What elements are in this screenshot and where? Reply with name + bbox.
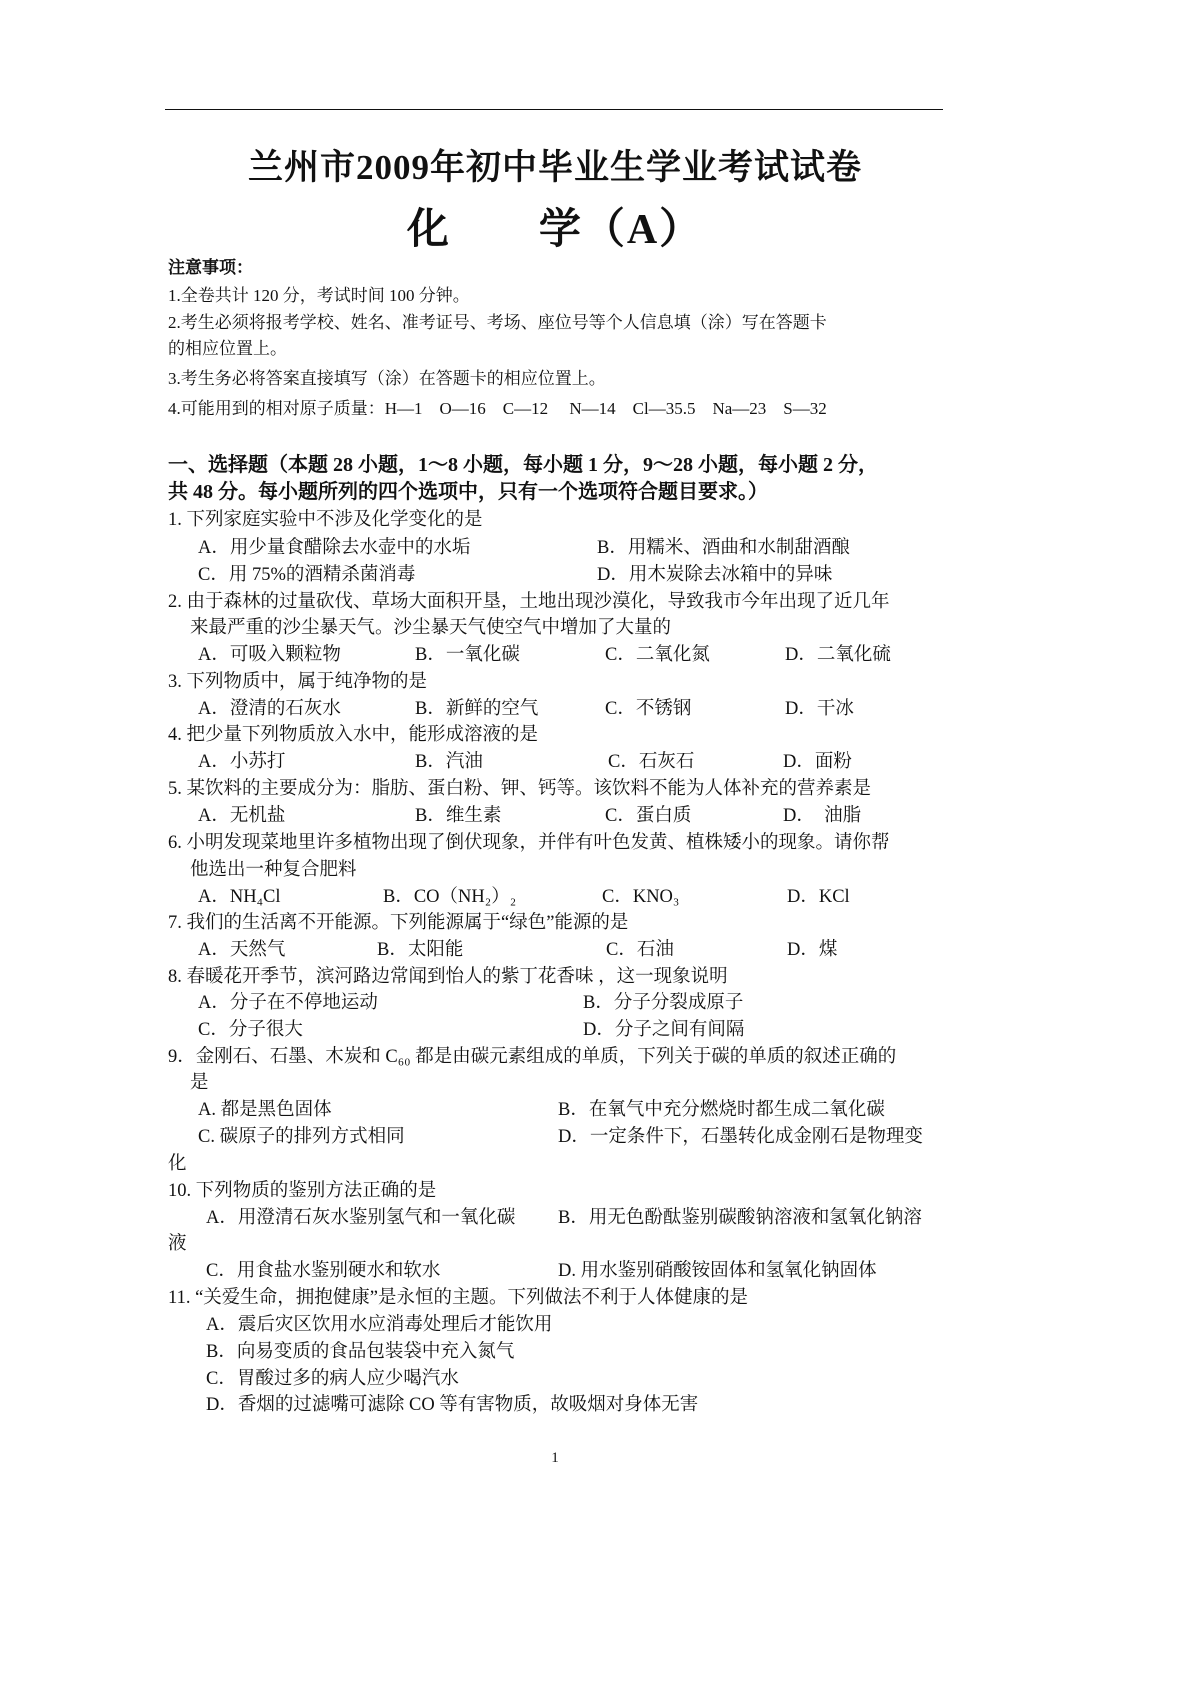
answer-option: C．用 75%的酒精杀菌消毒 [198,565,416,585]
question-stem: 7. 我们的生活离不开能源。下列能源属于“绿色”能源的是 [168,913,629,933]
answer-option: A．用少量食醋除去水壶中的水垢 [198,538,471,558]
question-stem: 8. 春暖花开季节，滨河路边常闻到怡人的紫丁花香味 ，这一现象说明 [168,967,728,987]
answer-option: C．用食盐水鉴别硬水和软水 [206,1261,441,1281]
answer-option: C．胃酸过多的病人应少喝汽水 [206,1369,459,1389]
section-heading: 共 48 分。每小题所列的四个选项中，只有一个选项符合题目要求。） [168,481,768,503]
answer-option: C．石油 [606,940,674,960]
answer-option: D．煤 [787,940,838,960]
answer-option: A. 都是黑色固体 [198,1100,332,1120]
answer-option: B．用糯米、酒曲和水制甜酒酿 [597,538,850,558]
answer-option: B．汽油 [415,752,483,772]
exam-subject: 化 学（A） [406,207,704,253]
answer-option: B．新鲜的空气 [415,699,539,719]
answer-option: A．分子在不停地运动 [198,993,378,1013]
answer-option: D．用木炭除去冰箱中的异味 [597,565,833,585]
answer-option: 化 [168,1154,187,1174]
answer-option: A．NH₄Cl [198,887,281,907]
question-stem: 2. 由于森林的过量砍伐、草场大面积开垦，土地出现沙漠化，导致我市今年出现了近几年 [168,592,890,612]
answer-option: D．分子之间有间隔 [583,1020,745,1040]
question-stem: 6. 小明发现菜地里许多植物出现了倒伏现象，并伴有叶色发黄、植株矮小的现象。请你帮 [168,833,890,853]
answer-option: D. 用水鉴别硝酸铵固体和氢氧化钠固体 [558,1261,877,1281]
question-stem: 4. 把少量下列物质放入水中，能形成溶液的是 [168,725,539,745]
question-stem: 是 [190,1073,209,1093]
answer-option: B．向易变质的食品包装袋中充入氮气 [206,1342,515,1362]
question-stem: 10. 下列物质的鉴别方法正确的是 [168,1181,437,1201]
answer-option: C．不锈钢 [605,699,692,719]
answer-option: C．分子很大 [198,1020,303,1040]
notes-line: 4.可能用到的相对原子质量：H—1 O—16 C—12 N—14 Cl—35.5 Na—23 S—32 [168,399,827,418]
answer-option: C．石灰石 [608,752,695,772]
header-rule [165,109,943,110]
answer-option: A．小苏打 [198,752,286,772]
answer-option: B．维生素 [415,806,502,826]
question-stem: 他选出一种复合肥料 [190,860,357,880]
notes-heading: 注意事项： [168,258,253,277]
question-stem: 11. “关爱生命，拥抱健康”是永恒的主题。下列做法不利于人体健康的是 [168,1288,748,1308]
page-number: 1 [551,1450,559,1466]
answer-option: D．干冰 [785,699,854,719]
answer-option: C．蛋白质 [605,806,692,826]
answer-option: B．用无色酚酞鉴别碳酸钠溶液和氢氧化钠溶 [558,1208,922,1228]
question-stem: 1. 下列家庭实验中不涉及化学变化的是 [168,510,483,530]
answer-option: A．天然气 [198,940,286,960]
answer-option: D．面粉 [783,752,852,772]
answer-option: A．无机盐 [198,806,286,826]
answer-option: C. 碳原子的排列方式相同 [198,1127,405,1147]
question-stem: 9．金刚石、石墨、木炭和 C₆₀ 都是由碳元素组成的单质，下列关于碳的单质的叙述正确的 [168,1047,897,1067]
answer-option: A．用澄清石灰水鉴别氢气和一氧化碳 [206,1208,516,1228]
question-stem: 来最严重的沙尘暴天气。沙尘暴天气使空气中增加了大量的 [190,618,672,638]
answer-option: D．一定条件下，石墨转化成金刚石是物理变 [558,1127,923,1147]
answer-option: C．二氧化氮 [605,645,710,665]
section-heading: 一、选择题（本题 28 小题，1～8 小题，每小题 1 分，9～28 小题，每小题 2 分， [168,454,878,476]
answer-option: B．一氧化碳 [415,645,520,665]
notes-line: 3.考生务必将答案直接填写（涂）在答题卡的相应位置上。 [168,369,606,388]
answer-option: A．可吸入颗粒物 [198,645,341,665]
answer-option: B．在氧气中充分燃烧时都生成二氧化碳 [558,1100,885,1120]
question-stem: 3. 下列物质中，属于纯净物的是 [168,672,428,692]
question-stem: 5. 某饮料的主要成分为：脂肪、蛋白粉、钾、钙等。该饮料不能为人体补充的营养素是 [168,779,872,799]
answer-option: B．太阳能 [377,940,464,960]
answer-option: D．香烟的过滤嘴可滤除 CO 等有害物质，故吸烟对身体无害 [206,1395,699,1415]
answer-option: D．二氧化硫 [785,645,891,665]
answer-option: B．分子分裂成原子 [583,993,744,1013]
answer-option: A．震后灾区饮用水应消毒处理后才能饮用 [206,1315,553,1335]
notes-line: 的相应位置上。 [168,339,287,358]
notes-line: 1.全卷共计 120 分，考试时间 100 分钟。 [168,286,470,305]
answer-option: B．CO（NH₂）₂ [383,887,517,907]
answer-option: D．KCl [787,887,850,907]
answer-option: D． 油脂 [783,806,862,826]
notes-line: 2.考生必须将报考学校、姓名、准考证号、考场、座位号等个人信息填（涂）写在答题卡 [168,313,827,332]
exam-title: 兰州市2009年初中毕业生学业考试试卷 [247,148,862,187]
answer-option: A．澄清的石灰水 [198,699,341,719]
answer-option: 液 [168,1234,187,1254]
answer-option: C．KNO₃ [602,887,680,907]
